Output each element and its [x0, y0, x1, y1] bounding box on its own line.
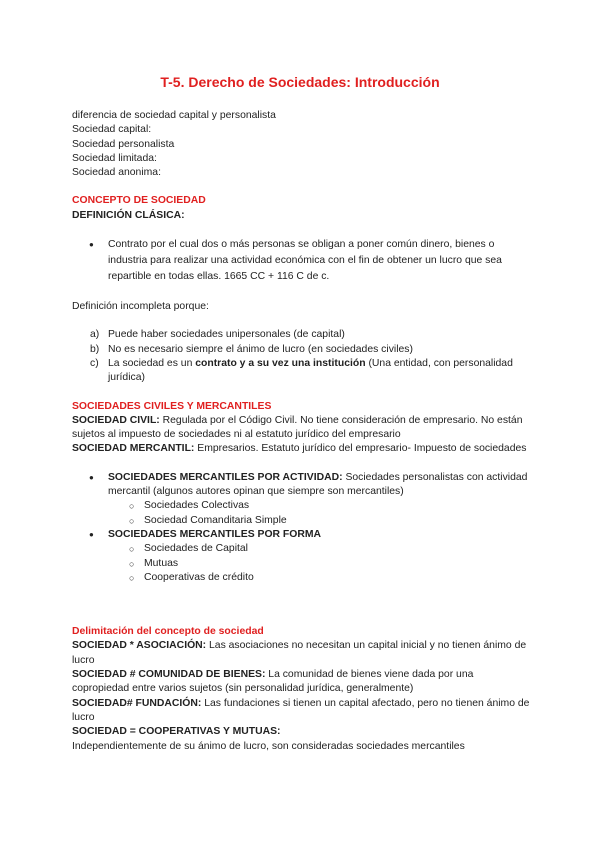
intro-line: Sociedad anonima: [72, 167, 161, 179]
list-marker: c) [90, 357, 99, 369]
sub-list-item: ○ Sociedad Comanditaria Simple [72, 514, 532, 528]
intro-section [72, 109, 532, 180]
list-item-text: Puede haber sociedades unipersonales (de capital) [108, 329, 345, 341]
section-subheading: DEFINICIÓN CLÁSICA: [72, 209, 185, 221]
list-item-text: Contrato por el cual dos o más personas se obligan a poner común dinero, bienes o industria para realizar una actividad económica con el fin de obtener un lucro que sea repartible en todas ellas. 1665 CC + 116 C de c. [108, 239, 502, 283]
list-item [72, 343, 532, 357]
ordered-list [72, 328, 532, 385]
list-item [72, 237, 532, 285]
paragraph: Definición incompleta porque: [72, 301, 209, 313]
paragraph: Independientemente de su ánimo de lucro, son consideradas sociedades mercantiles [72, 740, 465, 752]
section-heading: CONCEPTO DE SOCIEDAD [72, 195, 206, 207]
civiles-section [72, 400, 532, 586]
delimitacion-section [72, 625, 532, 754]
paragraph [72, 414, 532, 443]
sub-list-item: ○ Sociedades Colectivas [72, 499, 532, 513]
term-text: Las fundaciones si tienen un capital afectado, pero no tienen ánimo de lucro [72, 697, 530, 723]
bullet-list [72, 237, 532, 285]
term-label: SOCIEDADES MERCANTILES POR ACTIVIDAD: [108, 471, 343, 483]
document-body [72, 109, 532, 754]
list-item [72, 328, 532, 342]
term-label: SOCIEDADES MERCANTILES POR FORMA [108, 528, 322, 540]
list-item [72, 357, 532, 386]
text-run: (Una entidad, con personalidad jurídica) [108, 357, 513, 384]
list-item [72, 471, 532, 528]
paragraph [72, 697, 532, 726]
term-text: La comunidad de bienes viene dada por una copropiedad entre varios sujetos (sin personalidad jurídica, generalmente) [72, 669, 474, 695]
sub-list-item: ○ Cooperativas de crédito [72, 571, 532, 585]
sub-list-item: ○ Mutuas [72, 557, 532, 571]
section-heading: SOCIEDADES CIVILES Y MERCANTILES [72, 400, 272, 412]
term-text: Empresarios. Estatuto jurídico del empresario- Impuesto de sociedades [194, 443, 527, 455]
intro-line: diferencia de sociedad capital y personalista [72, 110, 276, 121]
term-label: SOCIEDAD CIVIL: [72, 414, 160, 426]
list-item-text: No es necesario siempre el ánimo de lucro (en sociedades civiles) [108, 343, 413, 355]
term-label: SOCIEDAD MERCANTIL: [72, 443, 195, 455]
term-label: SOCIEDAD * ASOCIACIÓN: [72, 640, 207, 652]
bold-text: contrato y a su vez una institución [195, 357, 366, 369]
paragraph [72, 725, 532, 739]
term-text: Sociedades personalistas con actividad mercantil (algunos autores opinan que siempre son mercantiles) [108, 471, 528, 498]
intro-line: Sociedad limitada: [72, 152, 157, 164]
list-item [72, 528, 532, 585]
sub-list [72, 542, 532, 585]
section-heading: Delimitación del concepto de sociedad [72, 626, 264, 638]
sub-list [72, 499, 532, 528]
list-marker: a) [90, 329, 100, 341]
text-run: La sociedad es un [108, 357, 196, 369]
intro-line: Sociedad personalista [72, 138, 175, 150]
intro-line: Sociedad capital: [72, 124, 152, 136]
paragraph [72, 668, 532, 697]
list-item-text [108, 358, 513, 383]
term-text: Regulada por el Código Civil. No tiene consideración de empresario. No están sujetos al impuesto de sociedades ni al estatuto jurídico del empresario [72, 414, 523, 441]
concepto-section [72, 194, 532, 385]
term-label: SOCIEDAD = COOPERATIVAS Y MUTUAS: [72, 726, 281, 738]
bullet-list [72, 471, 532, 585]
paragraph [72, 442, 532, 456]
list-marker: b) [90, 343, 100, 355]
paragraph [72, 639, 532, 668]
term-label: SOCIEDAD# FUNDACIÓN: [72, 697, 202, 709]
term-label: SOCIEDAD # COMUNIDAD DE BIENES: [72, 669, 266, 681]
page-title: T-5. Derecho de Sociedades: Introducción [160, 74, 440, 90]
sub-list-item: ○ Sociedades de Capital [72, 542, 532, 556]
term-text: Las asociaciones no necesitan un capital inicial y no tienen ánimo de lucro [72, 640, 527, 666]
